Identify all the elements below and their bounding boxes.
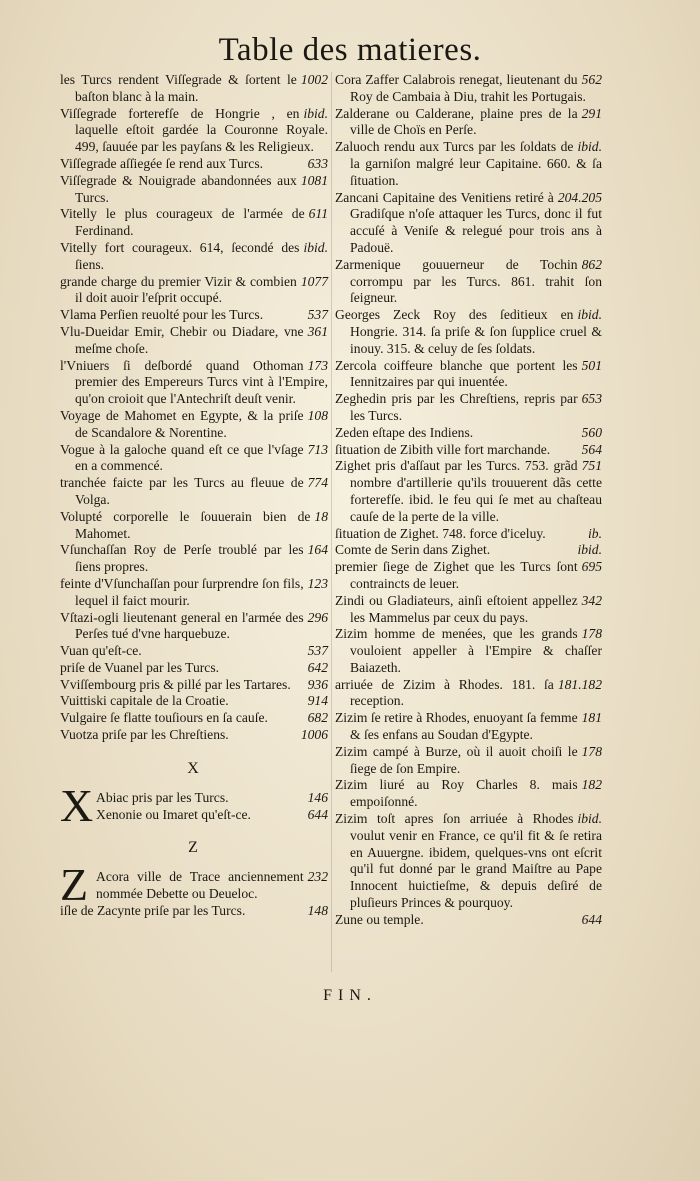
entry-text: priſe de Vuanel par les Turcs. [60,659,220,675]
left-entry-list [60,72,328,744]
entry-page: ibid. [577,139,602,155]
index-entry [60,542,328,576]
index-entry [60,576,328,610]
index-entry [335,593,602,627]
index-entry [335,912,602,929]
entry-page: ibid. [303,239,328,255]
entry-text: Zalderane ou Calderane, plaine pres de la ville de Choïs en Perſe. [335,105,578,138]
index-entry [60,206,328,240]
index-entry [335,106,602,140]
index-entry [60,643,328,660]
entry-page: 695 [581,559,602,575]
index-entry [335,442,602,459]
index-entry [60,307,328,324]
index-entry [60,903,328,920]
entry-page: 774 [307,475,328,491]
entry-page: 178 [581,626,602,642]
entry-text: Comte de Serin dans Zighet. [335,542,491,558]
entry-text: Vuotza priſe par les Chreſtiens. [60,727,229,743]
entry-text: Vulgaire ſe flatte touſiours en ſa cauſe. [60,710,268,726]
index-entry [335,777,602,811]
entry-page: 644 [307,806,328,822]
entry-page: 148 [307,903,328,919]
index-entry [335,391,602,425]
entry-page: 713 [307,441,328,457]
entry-page: 682 [307,710,328,726]
entry-text: Acora ville de Trace anciennement nommée Debette ou Deueloc. [96,869,304,902]
entry-text: iſle de Zacynte priſe par les Turcs. [60,903,246,919]
index-entry [335,139,602,189]
x-section-block [60,779,328,831]
index-entry [335,744,602,778]
index-entry [60,106,328,156]
index-entry [60,677,328,694]
entry-page: 164 [307,542,328,558]
entry-page: 181 [581,710,602,726]
entry-text: Vſunchaſſan Roy de Perſe troublé par les ſiens propres. [60,542,304,575]
index-entry [335,526,602,543]
index-entry [60,442,328,476]
entry-text: ſituation de Zibith ville fort marchande. [335,441,551,457]
entry-page: 644 [581,911,602,927]
index-entry [335,425,602,442]
entry-text: Zeghedin pris par les Chreſtiens, repris par les Turcs. [335,391,578,423]
index-entry [335,811,602,912]
index-entry [60,475,328,509]
index-entry [60,408,328,442]
fin-marker: FIN. [323,987,377,1004]
entry-text: Zaluoch rendu aux Turcs par les ſoldats de la garniſon malgré leur Capitaine. 660. & ſa ſituation. [335,139,602,188]
index-entry [60,358,328,408]
entry-text: Zarmenique gouuerneur de Tochin corrompu par les Turcs. 861. trahit ſon ſeigneur. [335,256,602,306]
entry-text: Vuan qu'eſt-ce. [60,643,142,659]
entry-text: Vitelly fort courageux. 614, ſecondé des ſiens. [60,239,300,272]
section-heading-z: Z [188,839,200,857]
entry-page: 862 [581,256,602,272]
entry-text: Vviſſembourg pris & pillé par les Tartares. [60,676,291,692]
entry-text: premier ſiege de Zighet que les Turcs ſont contraincts de leuer. [335,559,578,591]
entry-text: l'Vniuers ſi deſbordé quand Othoman premier des Empereurs Turcs vint à l'Empire, qu'on croioit que l'Antechriſt deuſt venir. [60,357,328,407]
index-entry [60,693,328,710]
entry-page: 123 [307,575,328,591]
entry-page: 560 [581,424,602,440]
entry-page: 146 [307,789,328,805]
entry-text: grande charge du premier Vizir & combien il doit auoir l'eſprit occupé. [60,273,297,306]
index-entry [60,727,328,744]
entry-page: ibid. [577,811,602,827]
entry-page: 653 [581,391,602,407]
index-entry [96,807,328,824]
index-entry [335,190,602,257]
entry-text: Zizim toſt apres ſon arriuée à Rhodes voulut venir en France, ce qu'il fit & ſe retira en Auuergne. ibidem, quelques-vns ont eſcrit qu'il fut donné par le grand Maiſtre au Pape Innocent huictieſme, & depuis deſiré de pluſieurs Princes & pourquoy. [335,811,602,911]
entry-text: Viſſegrade forterefſe de Hongrie , en laquelle eſtoit gardée la Couronne Royale. 499, ſauuée par les payſans & les Religieux. [60,105,328,155]
index-entry [60,274,328,308]
entry-page: 562 [581,72,602,87]
entry-text: Zizim ſe retire à Rhodes, enuoyant ſa femme & ſes enfans au Soudan d'Egypte. [335,710,578,743]
entry-text: Zizim campé à Burze, où il auoit choiſi le ſiege de ſon Empire. [335,743,578,776]
entry-text: Voyage de Mahomet en Egypte, & la priſe de Scandalore & Norentine. [60,407,304,440]
entry-page: 611 [308,206,328,222]
entry-text: Zighet pris d'aſſaut par les Turcs. 753. grãd nombre d'artillerie qu'ils trouuerent dãs cette forterefſe. ibid. le feu qui ſe met au chaſteau cauſe de la perte de la ville. [335,458,602,524]
drop-cap-x: X [60,779,94,831]
right-entry-list [335,72,602,929]
entry-page: ibid. [303,105,328,121]
index-entry [335,626,602,676]
entry-text: Vitelly le plus courageux de l'armée de Ferdinand. [60,206,305,239]
index-entry [335,358,602,392]
right-column [335,72,602,929]
index-entry [60,156,328,173]
entry-text: Georges Zeck Roy des ſeditieux en Hongrie. 314. ſa priſe & ſon ſupplice cruel & inouy. 315. & celuy de ſes ſoldats. [335,307,602,356]
index-entry [60,509,328,543]
entry-text: Abiac pris par les Turcs. [96,789,229,805]
index-entry [60,72,328,106]
entry-text: arriuée de Zizim à Rhodes. 181. ſa reception. [335,676,554,709]
entry-page: 178 [581,743,602,759]
entry-page: 914 [307,693,328,709]
entry-text: Zeden eſtape des Indiens. [335,424,474,440]
entry-page: 181.182 [557,676,602,692]
entry-page: 1006 [300,727,328,743]
entry-page: 1002 [300,72,328,87]
entry-text: Viſſegrade & Nouigrade abandonnées aux Turcs. [60,172,297,205]
entry-text: Zercola coiffeure blanche que portent les Iennitzaires par qui inuentée. [335,357,578,390]
left-column [60,72,328,920]
entry-page: 182 [581,777,602,793]
entry-text: Viſſegrade aſſiegée ſe rend aux Turcs. [60,155,264,171]
entry-page: 18 [314,508,328,524]
index-entry [335,677,602,711]
drop-cap-z: Z [60,859,89,911]
index-entry [335,72,602,106]
index-entry [60,173,328,207]
index-entry [335,710,602,744]
entry-text: Zancani Capitaine des Venitiens retiré à Gradiſque n'oſe attaquer les Turcs, donc il fut accuſé à Veniſe & relegué pour trois ans à Padouë. [335,189,602,255]
entry-page: 501 [581,357,602,373]
entry-text: Vogue à la galoche quand eſt ce que l'vſage en a commencé. [60,441,304,474]
entry-text: Volupté corporelle le ſouuerain bien de Mahomet. [60,508,311,541]
entry-text: Vuittiski capitale de la Croatie. [60,693,229,709]
index-entry [96,869,328,903]
entry-page: ibid. [577,307,602,323]
entry-page: 537 [307,643,328,659]
index-entry [335,257,602,307]
entry-text: Vlu-Dueidar Emir, Chebir ou Diadare, vne meſme choſe. [60,323,304,356]
entry-page: 1081 [300,172,328,188]
index-entry [60,710,328,727]
entry-page: ib. [588,525,602,541]
entry-page: 291 [581,105,602,121]
entry-text: Cora Zaffer Calabrois renegat, lieutenant du Roy de Cambaia à Diu, trahit les Portugais. [335,72,586,104]
entry-page: 642 [307,659,328,675]
entry-text: ſituation de Zighet. 748. force d'iceluy. [335,525,546,541]
entry-text: Vſtazi-ogli lieutenant general en l'armée des Perſes tué d'vne harquebuze. [60,609,304,642]
entry-page: 633 [307,155,328,171]
entry-text: les Turcs rendent Viſſegrade & ſortent le baſton blanc à la main. [60,72,297,104]
entry-page: ibid. [577,542,602,558]
entry-text: Vlama Perſien reuolté pour les Turcs. [60,307,264,323]
entry-page: 108 [307,407,328,423]
index-entry [335,559,602,593]
index-entry [60,324,328,358]
entry-page: 751 [581,458,602,474]
index-entry [60,660,328,677]
entry-text: Xenonie ou Imaret qu'eſt-ce. [96,806,251,822]
entry-page: 936 [307,676,328,692]
entry-text: feinte d'Vſunchaſſan pour ſurprendre ſon fils, lequel il faict mourir. [60,575,304,608]
entry-text: Zizim liuré au Roy Charles 8. mais empoiſonné. [335,777,578,810]
entry-page: 537 [307,307,328,323]
entry-page: 564 [581,441,602,457]
index-entry [335,307,602,357]
entry-page: 232 [307,869,328,885]
page-title: Table des matieres. [218,32,482,68]
entry-page: 342 [581,592,602,608]
entry-page: 296 [307,609,328,625]
entry-page: 173 [307,357,328,373]
entry-text: Zune ou temple. [335,911,424,927]
section-heading-x: X [187,759,201,777]
entry-page: 361 [307,323,328,339]
index-entry [60,610,328,644]
index-entry [335,542,602,559]
index-entry [60,240,328,274]
index-entry [96,790,328,807]
entry-page: 1077 [300,273,328,289]
entry-text: tranchée faicte par les Turcs au fleuue de Volga. [60,475,304,507]
index-entry [335,458,602,525]
column-divider [331,72,332,972]
entry-page: 204.205 [557,189,602,205]
entry-text: Zizim homme de menées, que les grands vouloient appeller à l'Empire & chaſſer Baiazeth. [335,626,602,675]
entry-text: Zindi ou Gladiateurs, ainſi eſtoient appellez les Mammelus par ceux du pays. [335,592,578,625]
